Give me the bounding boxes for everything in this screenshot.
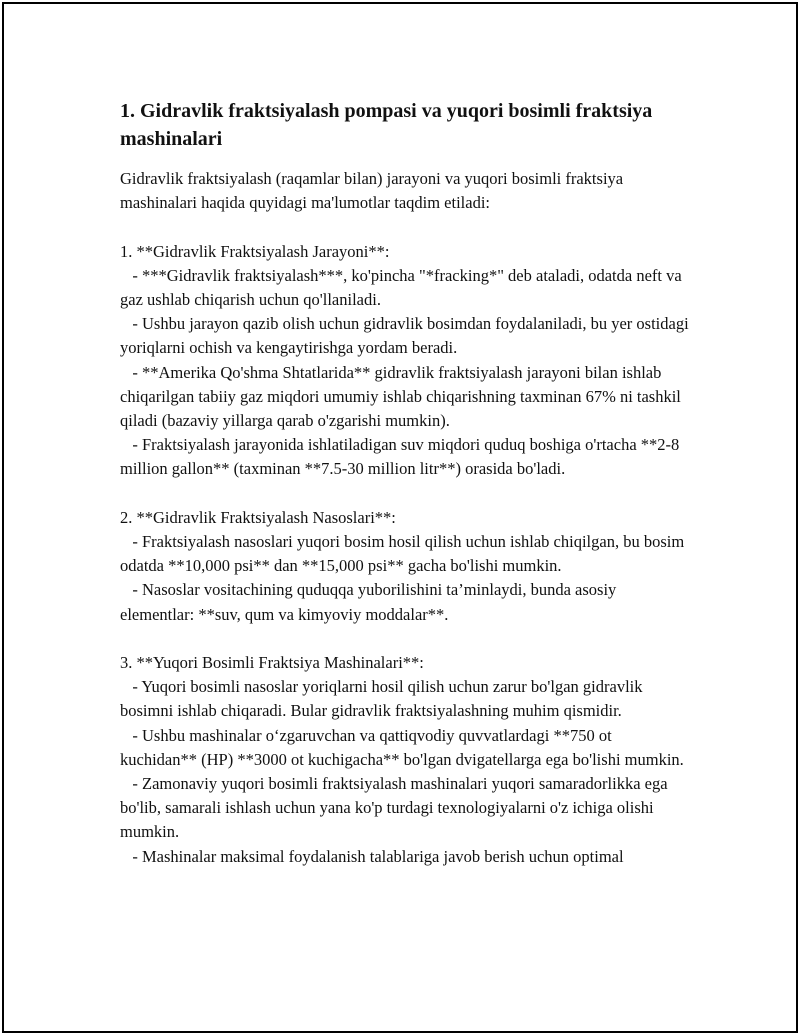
document-content	[120, 97, 690, 869]
page-frame	[2, 2, 798, 1033]
document-body: Gidravlik fraktsiyalash (raqamlar bilan) jarayoni va yuqori bosimli fraktsiya mashinalari haqida quyidagi ma'lumotlar taqdim etiladi: 1. **Gidravlik Fraktsiyalash Jarayoni**: - ***Gidravlik fraktsiyalash***, ko'pincha "*fracking*" deb ataladi, odatda neft va gaz ushlab chiqarish uchun qo'llaniladi. - Ushbu jarayon qazib olish uchun gidravlik bosimdan foydalaniladi, bu yer ostidagi yoriqlarni ochish va kengaytirishga yordam beradi. - **Amerika Qo'shma Shtatlarida** gidravlik fraktsiyalash jarayoni bilan ishlab chiqarilgan tabiiy gaz miqdori umumiy ishlab chiqarishning taxminan 67% ni tashkil qiladi (bazaviy yillarga qarab o'zgarishi mumkin). - Fraktsiyalash jarayonida ishlatiladigan suv miqdori quduq boshiga o'rtacha **2-8 million gallon** (taxminan **7.5-30 million litr**) orasida bo'ladi. 2. **Gidravlik Fraktsiyalash Nasoslari**: - Fraktsiyalash nasoslari yuqori bosim hosil qilish uchun ishlab chiqilgan, bu bosim odatda **10,000 psi** dan **15,000 psi** gacha bo'lishi mumkin. - Nasoslar vositachining quduqqa yuborilishini ta’minlaydi, bunda asosiy elementlar: **suv, qum va kimyoviy moddalar**. 3. **Yuqori Bosimli Fraktsiya Mashinalari**: - Yuqori bosimli nasoslar yoriqlarni hosil qilish uchun zarur bo'lgan gidravlik bosimni ishlab chiqaradi. Bular gidravlik fraktsiyalashning muhim qismidir. - Ushbu mashinalar o‘zgaruvchan va qattiqvodiy quvvatlardagi **750 ot kuchidan** (HP) **3000 ot kuchigacha** bo'lgan dvigatellarga ega bo'lishi mumkin. - Zamonaviy yuqori bosimli fraktsiyalash mashinalari yuqori samaradorlikka ega bo'lib, samarali ishlash uchun yana ko'p turdagi texnologiyalarni o'z ichiga olishi mumkin. - Mashinalar maksimal foydalanish talablariga javob berish uchun optimal	[120, 169, 689, 866]
document-title: 1. Gidravlik fraktsiyalash pompasi va yuqori bosimli fraktsiya mashinalari	[120, 100, 653, 150]
